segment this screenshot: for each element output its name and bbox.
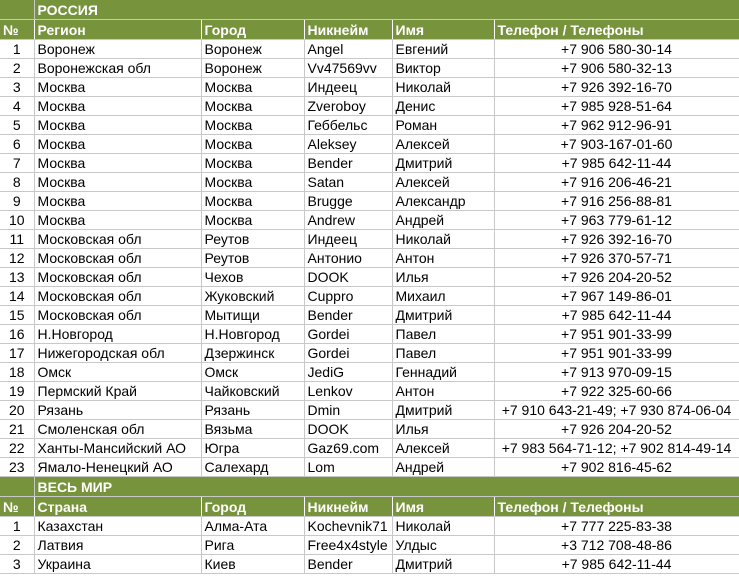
table-cell[interactable]: Алма-Ата — [201, 517, 304, 536]
table-row — [0, 287, 739, 306]
table-cell[interactable]: Москва — [34, 97, 201, 116]
table-cell[interactable]: +7 910 643-21-49; +7 930 874-06-04 — [494, 401, 739, 420]
table-row — [0, 249, 739, 268]
table-cell[interactable]: DOOK — [304, 420, 392, 439]
table-cell[interactable]: Павел — [392, 325, 494, 344]
table-cell[interactable]: Воронежская обл — [34, 59, 201, 78]
table-cell[interactable]: Алексей — [392, 439, 494, 458]
table-cell[interactable]: Денис — [392, 97, 494, 116]
table-cell[interactable]: Пермский Край — [34, 382, 201, 401]
table-cell[interactable]: Москва — [201, 173, 304, 192]
table-cell[interactable]: Воронеж — [201, 59, 304, 78]
table-header-row — [0, 497, 739, 517]
table-cell[interactable]: Казахстан — [34, 517, 201, 536]
table-header-row — [0, 20, 739, 40]
table-row — [0, 154, 739, 173]
column-header[interactable]: № — [0, 20, 34, 40]
table-cell[interactable]: Омск — [201, 363, 304, 382]
table-cell[interactable]: Москва — [34, 173, 201, 192]
table-cell[interactable]: +7 903-167-01-60 — [494, 135, 739, 154]
table-cell[interactable]: Москва — [201, 211, 304, 230]
table-cell[interactable]: +7 926 204-20-52 — [494, 420, 739, 439]
column-header[interactable]: № — [0, 497, 34, 517]
table-cell[interactable]: Москва — [201, 154, 304, 173]
table-cell[interactable]: Латвия — [34, 536, 201, 555]
table-cell[interactable]: Николай — [392, 78, 494, 97]
table-cell[interactable]: Dmin — [304, 401, 392, 420]
table-row — [0, 173, 739, 192]
table-row — [0, 344, 739, 363]
table-cell[interactable]: Жуковский — [201, 287, 304, 306]
table-cell[interactable]: Н.Новгород — [34, 325, 201, 344]
table-cell[interactable]: +7 926 204-20-52 — [494, 268, 739, 287]
table-cell[interactable]: Bender — [304, 555, 392, 574]
table-cell[interactable]: Киев — [201, 555, 304, 574]
table-cell[interactable]: Ямало-Ненецкий АО — [34, 458, 201, 477]
table-cell[interactable]: Москва — [201, 192, 304, 211]
section-title[interactable]: ВЕСЬ МИР — [34, 477, 739, 497]
table-cell[interactable]: Aleksey — [304, 135, 392, 154]
table-cell[interactable]: DOOK — [304, 268, 392, 287]
table-cell[interactable]: Дзержинск — [201, 344, 304, 363]
table-cell[interactable]: Москва — [34, 116, 201, 135]
table-cell[interactable]: Gordei — [304, 344, 392, 363]
table-cell[interactable]: Дмитрий — [392, 306, 494, 325]
table-cell[interactable]: Реутов — [201, 249, 304, 268]
table-cell[interactable]: +7 983 564-71-12; +7 902 814-49-14 — [494, 439, 739, 458]
table-cell[interactable]: Геннадий — [392, 363, 494, 382]
table-cell[interactable]: Евгений — [392, 40, 494, 59]
table-row — [0, 517, 739, 536]
table-cell[interactable]: Антон — [392, 382, 494, 401]
table-cell[interactable]: Рязань — [201, 401, 304, 420]
column-header[interactable]: Имя — [392, 497, 494, 517]
table-cell[interactable]: Рига — [201, 536, 304, 555]
table-cell[interactable]: Москва — [201, 78, 304, 97]
table-cell[interactable]: +3 712 708-48-86 — [494, 536, 739, 555]
table-cell[interactable]: 10 — [0, 211, 34, 230]
table-cell[interactable]: Виктор — [392, 59, 494, 78]
table-cell[interactable]: Воронеж — [34, 40, 201, 59]
table-cell[interactable]: +7 902 816-45-62 — [494, 458, 739, 477]
table-row — [0, 401, 739, 420]
table-row — [0, 382, 739, 401]
table-cell[interactable]: Вязьма — [201, 420, 304, 439]
table-row — [0, 306, 739, 325]
table-cell[interactable]: Геббельс — [304, 116, 392, 135]
table-cell[interactable]: Free4x4style — [304, 536, 392, 555]
table-row — [0, 40, 739, 59]
table-cell[interactable]: +7 963 779-61-12 — [494, 211, 739, 230]
table-cell[interactable]: +7 926 370-57-71 — [494, 249, 739, 268]
column-header[interactable]: Телефон / Телефоны — [494, 497, 739, 517]
table-cell[interactable]: +7 922 325-60-66 — [494, 382, 739, 401]
table-cell[interactable]: 19 — [0, 382, 34, 401]
table-row — [0, 116, 739, 135]
table-cell[interactable]: 12 — [0, 249, 34, 268]
table-cell[interactable]: JediG — [304, 363, 392, 382]
table-cell[interactable]: Михаил — [392, 287, 494, 306]
table-row — [0, 230, 739, 249]
table-cell[interactable]: Рязань — [34, 401, 201, 420]
table-cell[interactable]: Lom — [304, 458, 392, 477]
table-row — [0, 439, 739, 458]
table-cell[interactable]: Дмитрий — [392, 154, 494, 173]
table-cell[interactable]: Москва — [34, 192, 201, 211]
table-cell[interactable]: Московская обл — [34, 230, 201, 249]
section-title-row — [0, 0, 739, 20]
table-cell[interactable]: Николай — [392, 230, 494, 249]
table-cell[interactable]: Чехов — [201, 268, 304, 287]
table-cell[interactable]: Улдыс — [392, 536, 494, 555]
section-title[interactable]: РОССИЯ — [34, 0, 739, 20]
table-cell[interactable]: Satan — [304, 173, 392, 192]
table-cell[interactable]: +7 985 928-51-64 — [494, 97, 739, 116]
table-row — [0, 268, 739, 287]
table-cell[interactable]: Bender — [304, 306, 392, 325]
table-cell[interactable]: Lenkov — [304, 382, 392, 401]
table-cell[interactable]: Zveroboy — [304, 97, 392, 116]
table-cell[interactable]: Индеец — [304, 78, 392, 97]
table-cell[interactable]: 18 — [0, 363, 34, 382]
table-cell[interactable]: Москва — [201, 97, 304, 116]
table-cell[interactable]: +7 906 580-32-13 — [494, 59, 739, 78]
section-title-spacer[interactable] — [0, 0, 34, 20]
table-cell[interactable]: Andrew — [304, 211, 392, 230]
table-row — [0, 536, 739, 555]
table-cell[interactable]: Александр — [392, 192, 494, 211]
table-cell[interactable]: 22 — [0, 439, 34, 458]
table-cell[interactable]: Московская обл — [34, 306, 201, 325]
table-cell[interactable]: Москва — [34, 78, 201, 97]
table-cell[interactable]: 7 — [0, 154, 34, 173]
table-row — [0, 211, 739, 230]
table-cell[interactable]: 11 — [0, 230, 34, 249]
table-cell[interactable]: Илья — [392, 268, 494, 287]
table-cell[interactable]: 9 — [0, 192, 34, 211]
table-cell[interactable]: Москва — [34, 135, 201, 154]
table-cell[interactable]: 8 — [0, 173, 34, 192]
table-row — [0, 555, 739, 574]
table-cell[interactable]: 17 — [0, 344, 34, 363]
column-header[interactable]: Никнейм — [304, 20, 392, 40]
column-header[interactable]: Имя — [392, 20, 494, 40]
table-cell[interactable]: Антонио — [304, 249, 392, 268]
table-cell[interactable]: +7 916 206-46-21 — [494, 173, 739, 192]
table-cell[interactable]: Роман — [392, 116, 494, 135]
table-cell[interactable]: 6 — [0, 135, 34, 154]
table-row — [0, 135, 739, 154]
table-cell[interactable]: +7 985 642-11-44 — [494, 306, 739, 325]
table-cell[interactable]: +7 951 901-33-99 — [494, 344, 739, 363]
table-cell[interactable]: 14 — [0, 287, 34, 306]
table-cell[interactable]: Украина — [34, 555, 201, 574]
table-cell[interactable]: Gordei — [304, 325, 392, 344]
table-cell[interactable]: Чайковский — [201, 382, 304, 401]
table-cell[interactable]: +7 951 901-33-99 — [494, 325, 739, 344]
table-row — [0, 420, 739, 439]
table-cell[interactable]: +7 926 392-16-70 — [494, 78, 739, 97]
table-cell[interactable]: Москва — [201, 116, 304, 135]
column-header[interactable]: Телефон / Телефоны — [494, 20, 739, 40]
table-cell[interactable]: Angel — [304, 40, 392, 59]
table-row — [0, 325, 739, 344]
table-cell[interactable]: Омск — [34, 363, 201, 382]
table-cell[interactable]: Андрей — [392, 211, 494, 230]
table-cell[interactable]: 23 — [0, 458, 34, 477]
column-header[interactable]: Город — [201, 497, 304, 517]
table-cell[interactable]: +7 985 642-11-44 — [494, 555, 739, 574]
table-cell[interactable]: +7 985 642-11-44 — [494, 154, 739, 173]
table-row — [0, 78, 739, 97]
table-row — [0, 192, 739, 211]
table-cell[interactable]: +7 906 580-30-14 — [494, 40, 739, 59]
table-row — [0, 458, 739, 477]
table-cell[interactable]: 20 — [0, 401, 34, 420]
table-cell[interactable]: Индеец — [304, 230, 392, 249]
table-cell[interactable]: 2 — [0, 59, 34, 78]
section-title-spacer[interactable] — [0, 477, 34, 497]
table-cell[interactable]: +7 916 256-88-81 — [494, 192, 739, 211]
table-cell[interactable]: 15 — [0, 306, 34, 325]
table-cell[interactable]: Николай — [392, 517, 494, 536]
column-header[interactable]: Город — [201, 20, 304, 40]
table-cell[interactable]: Югра — [201, 439, 304, 458]
column-header[interactable]: Никнейм — [304, 497, 392, 517]
table-cell[interactable]: Салехард — [201, 458, 304, 477]
table-cell[interactable]: 13 — [0, 268, 34, 287]
table-cell[interactable]: Павел — [392, 344, 494, 363]
table-cell[interactable]: Андрей — [392, 458, 494, 477]
table-cell[interactable]: Brugge — [304, 192, 392, 211]
table-cell[interactable]: Смоленская обл — [34, 420, 201, 439]
table-cell[interactable]: Московская обл — [34, 268, 201, 287]
table-cell[interactable]: 3 — [0, 555, 34, 574]
table-cell[interactable]: Московская обл — [34, 287, 201, 306]
table-cell[interactable]: Дмитрий — [392, 401, 494, 420]
table-cell[interactable]: Реутов — [201, 230, 304, 249]
table-cell[interactable]: 4 — [0, 97, 34, 116]
table-cell[interactable]: Vv47569vv — [304, 59, 392, 78]
table-cell[interactable]: Дмитрий — [392, 555, 494, 574]
table-cell[interactable]: 3 — [0, 78, 34, 97]
table-cell[interactable]: Москва — [34, 211, 201, 230]
table-cell[interactable]: 1 — [0, 517, 34, 536]
table-cell[interactable]: Антон — [392, 249, 494, 268]
table-cell[interactable]: 5 — [0, 116, 34, 135]
table-cell[interactable]: Алексей — [392, 135, 494, 154]
section-title-row — [0, 477, 739, 497]
column-header[interactable]: Страна — [34, 497, 201, 517]
table-cell[interactable]: +7 777 225-83-38 — [494, 517, 739, 536]
table-cell[interactable]: Алексей — [392, 173, 494, 192]
table-cell[interactable]: +7 967 149-86-01 — [494, 287, 739, 306]
table-row — [0, 59, 739, 78]
column-header[interactable]: Регион — [34, 20, 201, 40]
table-cell[interactable]: Москва — [201, 135, 304, 154]
table-cell[interactable]: Н.Новгород — [201, 325, 304, 344]
table-cell[interactable]: Cuppro — [304, 287, 392, 306]
table-cell[interactable]: Bender — [304, 154, 392, 173]
table-cell[interactable]: Нижегородская обл — [34, 344, 201, 363]
table-cell[interactable]: +7 926 392-16-70 — [494, 230, 739, 249]
table-cell[interactable]: Ханты-Мансийский АО — [34, 439, 201, 458]
table-cell[interactable]: +7 913 970-09-15 — [494, 363, 739, 382]
table-cell[interactable]: 2 — [0, 536, 34, 555]
table-cell[interactable]: Gaz69.com — [304, 439, 392, 458]
table-cell[interactable]: 1 — [0, 40, 34, 59]
table-cell[interactable]: Москва — [34, 154, 201, 173]
table-cell[interactable]: Илья — [392, 420, 494, 439]
table-cell[interactable]: Воронеж — [201, 40, 304, 59]
table-cell[interactable]: 21 — [0, 420, 34, 439]
table-cell[interactable]: 16 — [0, 325, 34, 344]
table-row — [0, 363, 739, 382]
table-cell[interactable]: Kochevnik71 — [304, 517, 392, 536]
table-cell[interactable]: Мытищи — [201, 306, 304, 325]
table-cell[interactable]: +7 962 912-96-91 — [494, 116, 739, 135]
table-cell[interactable]: Московская обл — [34, 249, 201, 268]
table-row — [0, 97, 739, 116]
